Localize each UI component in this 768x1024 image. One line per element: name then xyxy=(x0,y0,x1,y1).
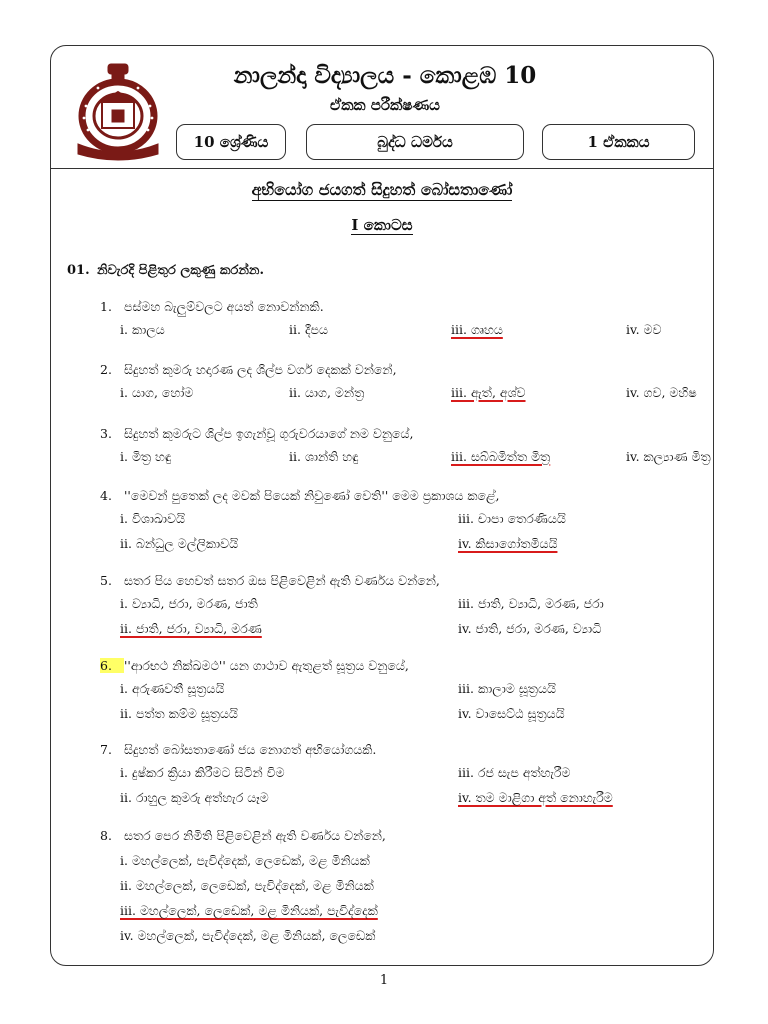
instruction-text: නිවැරදි පිළිතුර ලකුණු කරන්න. xyxy=(97,263,264,278)
question-number: 7. xyxy=(100,742,112,757)
question-5-option[interactable]: ii. ජාති, ජරා, ව්‍යාධි, මරණ xyxy=(120,621,262,636)
question-text: ''මෙවන් පුතෙක් ලද මවක් පියෙක් නිවුණෝ වෙති'' මෙම ප්‍රකාශය කළේ, xyxy=(124,488,500,503)
question-1-stem xyxy=(100,299,324,315)
header-divider xyxy=(50,168,714,169)
question-6-option[interactable]: iv. වාසෙට්ඨ සූත්‍රයයි xyxy=(458,706,565,721)
question-7-option[interactable]: ii. රාහුල කුමරු අත්හැර යෑම xyxy=(120,790,269,805)
question-number: 4. xyxy=(100,488,112,503)
question-1-option[interactable]: iii. ගෘහය xyxy=(451,322,503,337)
question-2-option[interactable]: i. යාග, හෝම xyxy=(120,385,194,400)
question-1-option[interactable]: i. කාලය xyxy=(120,322,165,337)
question-3-option[interactable]: i. මිත්‍ර හඳු xyxy=(120,449,172,464)
question-text: සිදුහත් බෝසතාණෝ ජය නොගත් අභියෝගයකි. xyxy=(124,742,377,757)
question-2-option[interactable]: ii. යාග, මන්ත්‍ර xyxy=(289,385,365,400)
question-2-option[interactable]: iv. ගව, මහිෂ xyxy=(626,385,697,400)
page-number: 1 xyxy=(379,973,389,988)
question-5-stem xyxy=(100,573,440,589)
exam-type: ඒකක පරීක්ෂණය xyxy=(330,96,440,114)
question-7-option[interactable]: iii. රජ සැප අත්හැරීම xyxy=(458,765,571,780)
question-8-stem xyxy=(100,828,386,844)
part-title: I කොටස xyxy=(351,216,413,234)
instruction xyxy=(67,263,264,278)
unit-box: 1 ඒකකය xyxy=(542,124,695,160)
question-text: සිදුහත් කුමරු හදාරණ ලද ශිල්ප වර්ග දෙකක් වන්නේ, xyxy=(124,362,397,377)
grade-box: 10 ශ්‍රේණිය xyxy=(176,124,286,160)
question-3-stem xyxy=(100,426,414,442)
question-6-option[interactable]: iii. කාලාම සූත්‍රයයි xyxy=(458,681,556,696)
question-6-option[interactable]: i. අරුණවතී සූත්‍රයයි xyxy=(120,681,225,696)
question-number: 5. xyxy=(100,573,112,588)
question-7-option[interactable]: i. දුෂ්කර ක්‍රියා කිරීමට සිටින් විම xyxy=(120,765,285,780)
question-4-option[interactable]: iii. චාපා තෙරණියයි xyxy=(458,511,566,526)
question-2-option[interactable]: iii. ඇත්, අශ්ව xyxy=(451,385,526,400)
question-number: 6. xyxy=(100,658,124,673)
question-text: සිදුහත් කුමරුට ශිල්ප ඉගැන්වූ ගුරුවරයාගේ නම වනුයේ, xyxy=(124,426,414,441)
question-number: 2. xyxy=(100,362,112,377)
question-text: සතර පෙර නිමිති පිළිවෙළින් ඇති වර්ණය වන්නේ, xyxy=(124,828,386,843)
question-7-option[interactable]: iv. තම මාළිගා අත් නොහැරීම xyxy=(458,790,613,805)
question-8-option[interactable]: iv. මහල්ලෙක්, පැවිද්දෙක්, මළ මිනියක්, ලෙඩෙක් xyxy=(120,928,376,943)
lesson-title: අභියෝග ජයගත් සිදුහත් බෝසතාණෝ xyxy=(251,180,513,199)
question-2-stem xyxy=(100,362,397,378)
question-number: 3. xyxy=(100,426,112,441)
question-6-stem xyxy=(100,658,409,674)
question-8-option[interactable]: iii. මහල්ලෙක්, ලෙඩෙක්, මළ මිනියක්, පැවිද්දෙක් xyxy=(120,903,378,918)
question-8-option[interactable]: ii. මහල්ලෙක්, ලෙඩෙක්, පැවිද්දෙක්, මළ මිනියක් xyxy=(120,878,374,893)
question-6-option[interactable]: ii. පත්ත කම්ම සූත්‍රයයි xyxy=(120,706,238,721)
question-5-option[interactable]: iv. ජාති, ජරා, මරණ, ව්‍යාධි xyxy=(458,621,602,636)
school-title: නාලන්දා විද්‍යාලය - කොළඹ 10 xyxy=(233,62,537,89)
question-4-option[interactable]: iv. කිසාගෝතමියයි xyxy=(458,536,558,551)
question-text: පස්මහ බැලුම්වලට අයත් නොවන්නකි. xyxy=(124,299,324,314)
question-3-option[interactable]: iii. සබ්බමිත්ත මිත්‍ර xyxy=(451,449,551,464)
question-4-option[interactable]: i. විශාඛාවයි xyxy=(120,511,186,526)
question-number: 1. xyxy=(100,299,112,314)
question-4-option[interactable]: ii. බන්ධුල මල්ලිකාවයි xyxy=(120,536,239,551)
question-5-option[interactable]: iii. ජාති, ව්‍යාධි, මරණ, ජරා xyxy=(458,596,604,611)
question-8-option[interactable]: i. මහල්ලෙක්, පැවිද්දෙක්, ලෙඩෙක්, මළ මිනියක් xyxy=(120,853,370,868)
question-5-option[interactable]: i. ව්‍යාධි, ජරා, මරණ, ජාති xyxy=(120,596,258,611)
question-text: සතර පිය හෙවත් සතර ඔස පිළිවෙළින් ඇති වර්ණය වන්නේ, xyxy=(124,573,440,588)
subject-box: බුද්ධ ධර්මය xyxy=(306,124,524,160)
question-4-stem xyxy=(100,488,500,504)
school-crest-logo xyxy=(72,62,164,162)
question-3-option[interactable]: iv. කල්‍යාණ මිත්‍ර xyxy=(626,449,711,464)
question-text: ''ආරභථ නික්ඛමථ'' යන ගාථාව ඇතුළත් සූත්‍රය වනුයේ, xyxy=(124,658,409,673)
question-3-option[interactable]: ii. ශාන්ති හඳු xyxy=(289,449,359,464)
instruction-number: 01. xyxy=(67,263,90,278)
question-1-option[interactable]: ii. දීපය xyxy=(289,322,328,337)
question-1-option[interactable]: iv. මව xyxy=(626,322,662,337)
question-7-stem xyxy=(100,742,376,758)
question-number: 8. xyxy=(100,828,112,843)
